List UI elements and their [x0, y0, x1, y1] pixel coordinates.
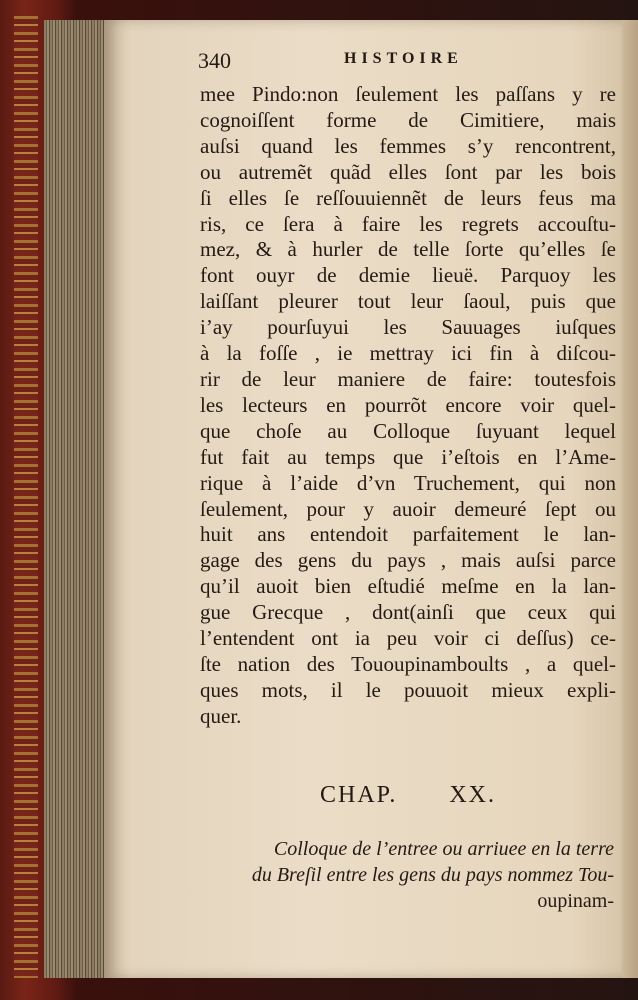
text-line: mez, & à hurler de telle ſorte qu’elles ſe: [200, 237, 616, 262]
running-head: HISTOIRE: [344, 50, 463, 67]
text-line: i’ay pourſuyui les Sauuages iuſques: [200, 315, 616, 340]
text-line: auſsi quand les femmes s’y rencontrent,: [200, 133, 616, 158]
text-line: rique à l’aide d’vn Truchement, qui non: [200, 470, 616, 495]
text-line: mee Pindo:non ſeulement les paſſans y re: [200, 82, 616, 106]
chapter-numeral: XX.: [449, 782, 497, 808]
text-line: laiſſant pleurer tout leur ſaoul, puis que: [200, 289, 616, 314]
text-line: ris, ce ſera à faire les regrets accouſtu-: [200, 211, 616, 236]
caption-line: oupinam-: [537, 890, 614, 912]
page-number: 340: [198, 48, 231, 73]
facing-page-edge: [622, 20, 638, 978]
text-line: ſte nation des Tououpinamboults , a quel-: [200, 651, 616, 676]
caption-line: Colloque de l’entree ou arriuee en la terre: [273, 838, 614, 860]
text-line: font ouyr de demie lieuë. Parquoy les: [200, 263, 616, 288]
text-line: cognoiſſent forme de Cimitiere, mais: [200, 107, 616, 132]
text-line: gue Grecque , dont(ainſi que ceux qui: [200, 600, 616, 625]
text-line: ou autremẽt quãd elles ſont par les bois: [200, 159, 616, 184]
text-line: ques mots, il le pouuoit mieux expli-: [200, 677, 616, 702]
text-line: gage des gens du pays , mais auſsi parce: [200, 548, 616, 573]
chapter-heading: [200, 782, 616, 809]
caption-line: du Breſil entre les gens du pays nommez Tou-: [251, 864, 614, 886]
gilt-spine-decoration: [14, 16, 38, 978]
text-line: les lecteurs en pourrõt encore voir quel-: [200, 392, 616, 417]
text-line: ſi elles ſe reſſouuiennẽt de leurs feus ma: [200, 185, 616, 210]
text-line: que choſe au Colloque ſuyuant lequel: [200, 418, 616, 443]
chapter-label: CHAP.: [319, 782, 398, 808]
text-line: ſeulement, pour y auoir demeuré ſept ou: [200, 496, 616, 521]
chapter-caption: [200, 836, 614, 914]
text-line: l’entendent ont ia peu voir ci deſſus) ce-: [200, 626, 616, 651]
body-text: [200, 82, 616, 730]
text-line: huit ans entendoit parfaitement le lan-: [200, 522, 616, 547]
text-line: fut fait au temps que i’eſtois en l’Ame-: [200, 444, 616, 469]
text-line: quer.: [200, 703, 242, 728]
text-line: rir de leur maniere de faire: toutesfois: [200, 366, 616, 391]
text-line: qu’il auoit bien eſtudié meſme en la lan-: [200, 574, 616, 599]
text-line: à la foſſe , ie mettray ici fin à diſcou-: [200, 341, 616, 366]
page-header: [198, 46, 618, 78]
page-edges: [44, 20, 108, 978]
